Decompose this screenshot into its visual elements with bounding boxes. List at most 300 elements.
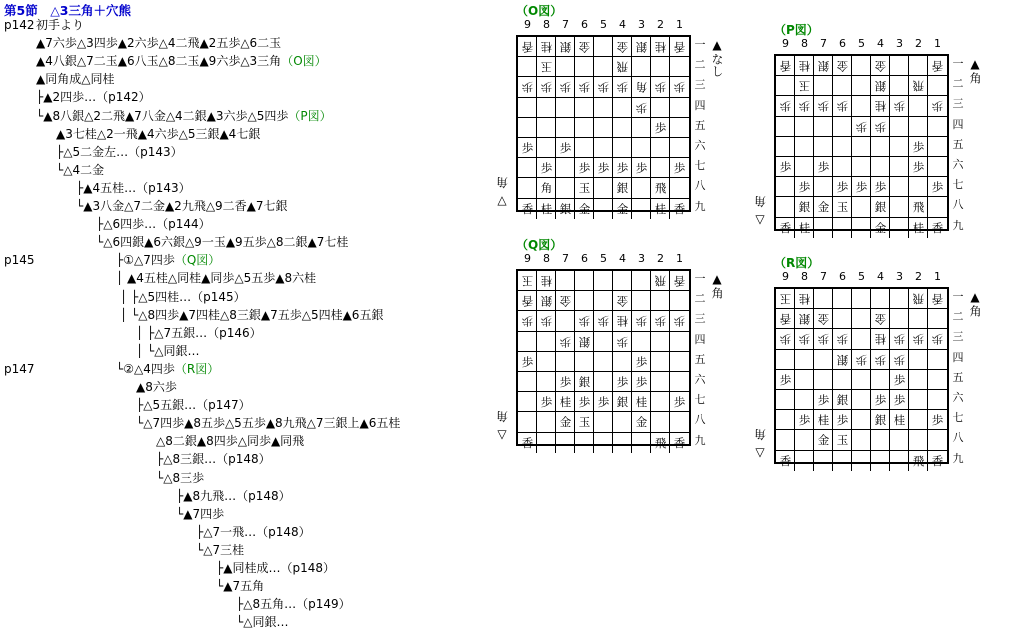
- diagram-reference: （Q図）: [174, 253, 221, 268]
- move-line: ├▲4五桂…（p143）: [76, 180, 191, 195]
- rank-label: 八: [694, 179, 706, 193]
- board-square: [632, 199, 651, 219]
- board-square: [852, 329, 871, 349]
- rank-label: 二: [694, 58, 706, 72]
- sente-piece: 歩: [521, 354, 534, 369]
- file-label: 2: [915, 270, 922, 283]
- move-line: │ └△8四歩▲7四桂△8三銀▲7五歩△5四桂▲6五銀: [120, 307, 384, 322]
- sente-hand: 角: [710, 287, 724, 299]
- board-square: [518, 178, 537, 198]
- gote-piece: 桂: [798, 292, 811, 307]
- sente-hand: 角: [968, 72, 982, 84]
- board-square: [518, 118, 537, 138]
- board-square: [670, 138, 689, 158]
- board-square: [651, 57, 670, 77]
- sente-piece: 歩: [597, 395, 610, 410]
- gote-piece: 金: [836, 59, 849, 74]
- rank-label: 一: [694, 272, 706, 285]
- move-line: └△同銀…: [236, 615, 289, 630]
- board-square: [594, 332, 613, 352]
- gote-hand: 角: [496, 409, 509, 423]
- sente-piece: 桂: [559, 395, 572, 410]
- board-square: [594, 372, 613, 392]
- gote-mark: ▽: [755, 212, 765, 226]
- board-square: [776, 177, 795, 197]
- board-square: [909, 390, 928, 410]
- board-square: [651, 158, 670, 178]
- board-square: [575, 98, 594, 118]
- board-square: [776, 430, 795, 450]
- board-square: [575, 271, 594, 291]
- rank-label: 六: [694, 373, 706, 386]
- file-label: 8: [543, 18, 550, 31]
- file-label: 4: [619, 18, 626, 31]
- board-square: [632, 178, 651, 198]
- board-square: [670, 412, 689, 432]
- board-square: [890, 451, 909, 471]
- board-square: [575, 57, 594, 77]
- board-square: [651, 332, 670, 352]
- sente-piece: 香: [673, 201, 686, 216]
- gote-piece: 香: [779, 59, 792, 74]
- board-square: [909, 177, 928, 197]
- rank-label: 九: [952, 218, 964, 232]
- sente-piece: 歩: [836, 413, 849, 428]
- board-square: [814, 451, 833, 471]
- sente-piece: 銀: [874, 413, 887, 428]
- board-square: [909, 309, 928, 329]
- gote-piece: 玉: [779, 292, 792, 307]
- file-label: 5: [600, 18, 607, 31]
- board-square: [537, 412, 556, 432]
- sente-piece: 歩: [817, 393, 830, 407]
- board-square: [556, 118, 575, 138]
- move-line: 初手より: [36, 18, 85, 32]
- gote-piece: 桂: [540, 40, 553, 55]
- board-square: [795, 390, 814, 410]
- rank-label: 五: [952, 137, 964, 151]
- board-square: [594, 271, 613, 291]
- file-label: 6: [839, 270, 846, 283]
- gote-piece: 飛: [912, 79, 925, 94]
- sente-piece: 歩: [635, 375, 648, 389]
- board-square: [909, 430, 928, 450]
- board-square: [814, 177, 833, 197]
- rank-label: 九: [952, 451, 964, 465]
- rank-label: 六: [694, 139, 706, 152]
- shogi-board: [774, 54, 949, 235]
- file-label: 4: [877, 270, 884, 283]
- board-square: [833, 370, 852, 390]
- board-square: [575, 291, 594, 311]
- sente-piece: 桂: [540, 201, 553, 216]
- gote-piece: 香: [521, 40, 534, 55]
- gote-piece: 歩: [798, 332, 811, 347]
- sente-piece: 歩: [931, 180, 944, 195]
- gote-piece: 歩: [874, 119, 887, 134]
- gote-piece: 銀: [874, 79, 887, 94]
- rank-label: 八: [952, 198, 964, 212]
- gote-piece: 金: [817, 312, 830, 327]
- board-square: [814, 350, 833, 370]
- board-square: [537, 138, 556, 158]
- board-square: [556, 271, 575, 291]
- board-square: [833, 451, 852, 471]
- rank-label: 三: [694, 78, 706, 92]
- board-square: [556, 98, 575, 118]
- file-label: 7: [820, 270, 827, 283]
- board-square: [518, 158, 537, 178]
- sente-piece: 歩: [540, 395, 553, 410]
- board-square: [537, 352, 556, 372]
- diagram-reference: （O図）: [281, 54, 327, 69]
- board-square: [871, 430, 890, 450]
- sente-piece: 銀: [798, 200, 811, 215]
- board-square: [518, 372, 537, 392]
- shogi-board: [516, 269, 691, 450]
- gote-piece: 歩: [635, 314, 648, 329]
- sente-piece: 玉: [836, 433, 849, 448]
- board-square: [670, 291, 689, 311]
- board-square: [909, 56, 928, 76]
- file-label: 3: [896, 270, 903, 283]
- sente-piece: 歩: [931, 413, 944, 428]
- gote-piece: 金: [616, 40, 629, 55]
- board-square: [594, 291, 613, 311]
- gote-piece: 歩: [855, 352, 868, 367]
- board-square: [575, 433, 594, 453]
- move-line: └△7四歩▲8五歩△5五歩▲8九飛△7三銀上▲6五桂: [136, 416, 401, 431]
- move-line: │ └△同銀…: [136, 343, 200, 358]
- move-line: └▲7四歩: [176, 506, 225, 521]
- board-square: [594, 98, 613, 118]
- board-square: [518, 412, 537, 432]
- board-square: [670, 178, 689, 198]
- sente-piece: 桂: [893, 413, 906, 428]
- sente-piece: 歩: [779, 160, 792, 174]
- gote-piece: 銀: [578, 334, 591, 349]
- gote-piece: 玉: [540, 60, 553, 75]
- board-square: [594, 37, 613, 57]
- file-label: 5: [600, 252, 607, 265]
- gote-piece: 金: [874, 59, 887, 74]
- sente-piece: 香: [779, 453, 792, 468]
- board-square: [651, 138, 670, 158]
- sente-piece: 歩: [874, 180, 887, 195]
- file-label: 1: [934, 270, 941, 283]
- gote-mark: ▽: [755, 445, 765, 459]
- board-square: [928, 350, 947, 370]
- board-square: [632, 332, 651, 352]
- board-square: [776, 350, 795, 370]
- rank-label: 二: [952, 77, 964, 91]
- rank-label: 五: [952, 370, 964, 384]
- sente-mark: ▲: [970, 57, 980, 71]
- board-square: [852, 289, 871, 309]
- move-line: └△6四銀▲6六銀△9一玉▲9五歩△8二銀▲7七桂: [96, 235, 349, 250]
- board-square: [890, 197, 909, 217]
- sente-piece: 桂: [635, 395, 648, 410]
- rank-label: 七: [694, 393, 706, 407]
- board-square: [575, 138, 594, 158]
- rank-label: 四: [952, 117, 964, 131]
- board-square: [670, 118, 689, 138]
- move-line: ├△8三銀…（p148）: [156, 452, 271, 467]
- sente-piece: 桂: [798, 220, 811, 235]
- move-line: ├△7一飛…（p148）: [196, 524, 311, 539]
- gote-piece: 歩: [836, 99, 849, 114]
- board-square: [670, 332, 689, 352]
- board-square: [890, 309, 909, 329]
- rank-label: 六: [952, 391, 964, 404]
- board-square: [852, 137, 871, 157]
- gote-piece: 玉: [798, 79, 811, 94]
- board-square: [890, 430, 909, 450]
- gote-piece: 玉: [521, 274, 534, 289]
- board-square: [928, 390, 947, 410]
- diagram-title: （Q図）: [516, 238, 563, 252]
- board-square: [613, 412, 632, 432]
- file-label: 7: [562, 252, 569, 265]
- gote-hand: 角: [754, 194, 767, 208]
- gote-piece: 歩: [893, 352, 906, 367]
- sente-piece: 金: [817, 433, 830, 448]
- sente-piece: 歩: [779, 372, 792, 387]
- sente-piece: 銀: [578, 375, 591, 389]
- sente-piece: 歩: [912, 160, 925, 174]
- board-square: [814, 289, 833, 309]
- board-square: [871, 137, 890, 157]
- sente-piece: 角: [540, 181, 553, 196]
- file-label: 2: [657, 18, 664, 31]
- board-square: [852, 451, 871, 471]
- gote-piece: 金: [874, 312, 887, 327]
- board-square: [928, 370, 947, 390]
- file-label: 4: [619, 252, 626, 265]
- board-square: [613, 98, 632, 118]
- gote-piece: 香: [779, 312, 792, 327]
- board-square: [852, 430, 871, 450]
- board-square: [928, 430, 947, 450]
- page-title: 第5節 △3三角＋穴熊: [4, 3, 132, 18]
- page-reference: p142: [4, 18, 35, 32]
- gote-piece: 金: [578, 40, 591, 55]
- board-square: [890, 117, 909, 137]
- move-line: ▲3七桂△2一飛▲4六歩△5三銀▲4七銀: [56, 126, 261, 141]
- sente-piece: 玉: [836, 200, 849, 215]
- board-square: [852, 218, 871, 238]
- board-square: [814, 218, 833, 238]
- board-square: [890, 76, 909, 96]
- gote-piece: 歩: [540, 80, 553, 95]
- board-square: [594, 138, 613, 158]
- sente-piece: 歩: [654, 120, 667, 135]
- rank-label: 五: [694, 118, 706, 132]
- board-square: [928, 157, 947, 177]
- board-square: [651, 372, 670, 392]
- rank-label: 四: [694, 98, 706, 112]
- sente-piece: 金: [559, 415, 572, 430]
- page-reference: p147: [4, 361, 35, 376]
- file-label: 2: [915, 37, 922, 50]
- board-square: [928, 137, 947, 157]
- sente-piece: 歩: [798, 413, 811, 428]
- rank-label: 四: [952, 350, 964, 364]
- gote-piece: 歩: [836, 332, 849, 347]
- board-square: [833, 289, 852, 309]
- diagram-title: （P図）: [774, 23, 819, 37]
- sente-piece: 歩: [578, 395, 591, 410]
- board-square: [871, 451, 890, 471]
- move-line: │ ├△5四桂…（p145）: [120, 289, 246, 304]
- gote-piece: 歩: [654, 80, 667, 95]
- board-square: [670, 98, 689, 118]
- shogi-board: [774, 287, 949, 468]
- move-line: ├▲2四歩…（p142）: [36, 90, 151, 105]
- board-square: [537, 98, 556, 118]
- sente-piece: 桂: [654, 201, 667, 216]
- board-square: [594, 57, 613, 77]
- sente-piece: 香: [779, 220, 792, 235]
- move-line: ├▲同桂成…（p148）: [216, 561, 335, 575]
- gote-piece: 桂: [654, 40, 667, 55]
- rank-label: 五: [694, 352, 706, 366]
- gote-piece: 飛: [616, 60, 629, 75]
- board-square: [795, 451, 814, 471]
- gote-piece: 歩: [559, 334, 572, 349]
- rank-label: 八: [694, 413, 706, 427]
- board-square: [556, 178, 575, 198]
- sente-piece: 歩: [616, 375, 629, 389]
- file-label: 2: [657, 252, 664, 265]
- sente-piece: 歩: [893, 372, 906, 387]
- gote-piece: 歩: [616, 80, 629, 95]
- file-label: 1: [934, 37, 941, 50]
- gote-piece: 銀: [836, 352, 849, 367]
- move-line: ├△5二金左…（p143）: [56, 144, 183, 159]
- board-square: [814, 76, 833, 96]
- file-label: 6: [581, 18, 588, 31]
- board-square: [613, 138, 632, 158]
- gote-piece: 歩: [893, 99, 906, 114]
- move-line: ▲7六歩△3四歩▲2六歩△4二飛▲2五歩△6二玉: [36, 36, 282, 51]
- sente-piece: 歩: [855, 180, 868, 195]
- board-square: [594, 412, 613, 432]
- sente-piece: 銀: [836, 393, 849, 407]
- move-line: └②△4四歩（R図）: [116, 361, 220, 376]
- sente-piece: 歩: [798, 180, 811, 195]
- board-square: [632, 138, 651, 158]
- board-square: [871, 289, 890, 309]
- gote-mark: △: [497, 193, 507, 207]
- board-square: [776, 137, 795, 157]
- board-square: [833, 309, 852, 329]
- gote-piece: 歩: [817, 332, 830, 347]
- gote-piece: 歩: [635, 100, 648, 115]
- board-square: [776, 117, 795, 137]
- board-square: [852, 309, 871, 329]
- shogi-board: [516, 35, 691, 216]
- gote-piece: 香: [521, 294, 534, 309]
- board-square: [632, 291, 651, 311]
- board-square: [594, 199, 613, 219]
- board-square: [537, 332, 556, 352]
- file-label: 9: [782, 270, 789, 283]
- board-square: [852, 390, 871, 410]
- file-label: 8: [801, 37, 808, 50]
- move-line: └▲8八銀△2二飛▲7八金△4二銀▲3六歩△5四歩（P図）: [36, 108, 332, 123]
- board-square: [890, 289, 909, 309]
- rank-label: 八: [952, 431, 964, 445]
- board-square: [556, 158, 575, 178]
- sente-mark: ▲: [712, 38, 722, 52]
- move-line: ├▲8九飛…（p148）: [176, 488, 291, 503]
- board-square: [776, 410, 795, 430]
- file-label: 6: [581, 252, 588, 265]
- move-line: ▲4八銀△7二玉▲6八玉△8二玉▲9六歩△3三角（O図）: [36, 54, 327, 69]
- board-square: [651, 392, 670, 412]
- board-square: [833, 117, 852, 137]
- board-square: [890, 56, 909, 76]
- file-label: 9: [524, 18, 531, 31]
- board-square: [670, 57, 689, 77]
- rank-label: 三: [694, 312, 706, 326]
- gote-piece: 歩: [931, 332, 944, 347]
- board-square: [594, 433, 613, 453]
- board-square: [795, 137, 814, 157]
- board-square: [871, 370, 890, 390]
- sente-piece: 飛: [654, 435, 667, 450]
- board-square: [632, 57, 651, 77]
- gote-piece: 金: [559, 294, 572, 309]
- board-square: [833, 137, 852, 157]
- sente-piece: 金: [817, 200, 830, 215]
- diagram-reference: （R図）: [174, 361, 220, 376]
- rank-label: 三: [952, 97, 964, 111]
- board-square: [814, 137, 833, 157]
- file-label: 5: [858, 37, 865, 50]
- sente-piece: 香: [521, 201, 534, 216]
- gote-piece: 歩: [578, 80, 591, 95]
- board-square: [651, 98, 670, 118]
- board-square: [909, 117, 928, 137]
- file-label: 1: [676, 18, 683, 31]
- move-line: └△8三歩: [156, 470, 205, 485]
- board-square: [651, 412, 670, 432]
- board-square: [871, 157, 890, 177]
- page-reference: p145: [4, 253, 35, 268]
- sente-piece: 歩: [559, 375, 572, 389]
- sente-piece: 桂: [817, 413, 830, 428]
- board-square: [909, 350, 928, 370]
- file-label: 8: [801, 270, 808, 283]
- sente-piece: 玉: [578, 181, 591, 196]
- sente-piece: 銀: [559, 201, 572, 216]
- gote-hand: 角: [496, 175, 509, 189]
- file-label: 9: [782, 37, 789, 50]
- move-line: △8二銀▲8四歩△同歩▲同飛: [156, 434, 305, 449]
- gote-piece: 銀: [540, 294, 553, 309]
- board-square: [776, 197, 795, 217]
- gote-piece: 歩: [874, 352, 887, 367]
- sente-piece: 金: [874, 220, 887, 235]
- board-square: [795, 117, 814, 137]
- gote-piece: 金: [616, 294, 629, 309]
- board-square: [613, 433, 632, 453]
- move-line: │ ├△7五銀…（p146）: [136, 325, 262, 340]
- rank-label: 九: [694, 433, 706, 447]
- sente-hand: なし: [710, 53, 724, 77]
